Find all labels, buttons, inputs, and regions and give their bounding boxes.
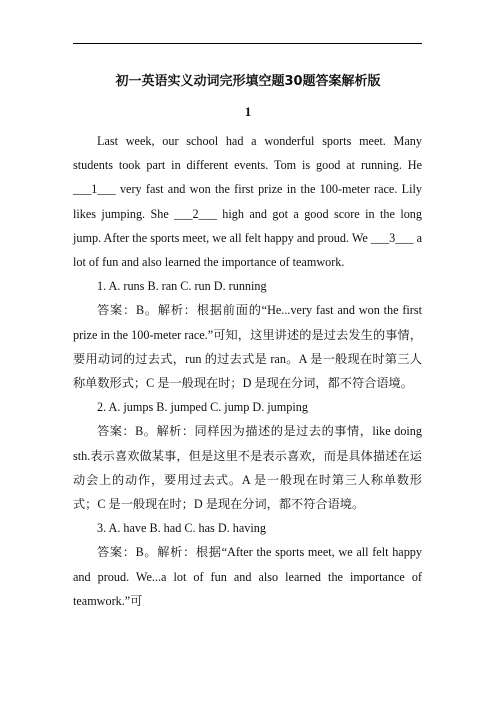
section-number: 1	[244, 104, 252, 119]
question-3-answer: 答案：B。解析：根据“After the sports meet, we all felt happy and proud. We...a lot of fun and also learned the importance of teamwork.”可	[73, 545, 422, 608]
question-3-options: 3. A. have B. had C. has D. having	[97, 521, 266, 536]
passage-paragraph: Last week, our school had a wonderful sports meet. Many students took part in different events. Tom is good at running. He ___1___ very fast and won the first prize in the 100-meter race. Lily likes jumping. She ___2___ high and got a good score in the long jump. After the sports meet, we all felt happy and proud. We ___3___ a lot of fun and also learned the importance of teamwork.	[73, 134, 422, 270]
question-2-answer: 答案：B。解析：同样因为描述的是过去的事情，like doing sth.表示喜欢做某事，但是这里不是表示喜欢，而是具体描述在运动会上的动作，要用过去式。A 是一般现在时第三人称单数形式；C 是一般现在时；D 是现在分词，都不符合语境。	[73, 424, 422, 512]
question-2-options: 2. A. jumps B. jumped C. jump D. jumping	[97, 400, 308, 415]
header-rule	[73, 43, 422, 44]
document-body	[73, 129, 422, 613]
document-title: 初一英语实义动词完形填空题30题答案解析版	[115, 74, 381, 89]
question-1-answer: 答案：B。解析：根据前面的“He...very fast and won the first prize in the 100-meter race.”可知，这里讲述的是过去发生的事情，要用动词的过去式，run 的过去式是 ran。A 是一般现在时第三人称单数形式；C 是一般现在时；D 是现在分词，都不符合语境。	[73, 303, 422, 391]
question-1-options: 1. A. runs B. ran C. run D. running	[97, 279, 267, 294]
